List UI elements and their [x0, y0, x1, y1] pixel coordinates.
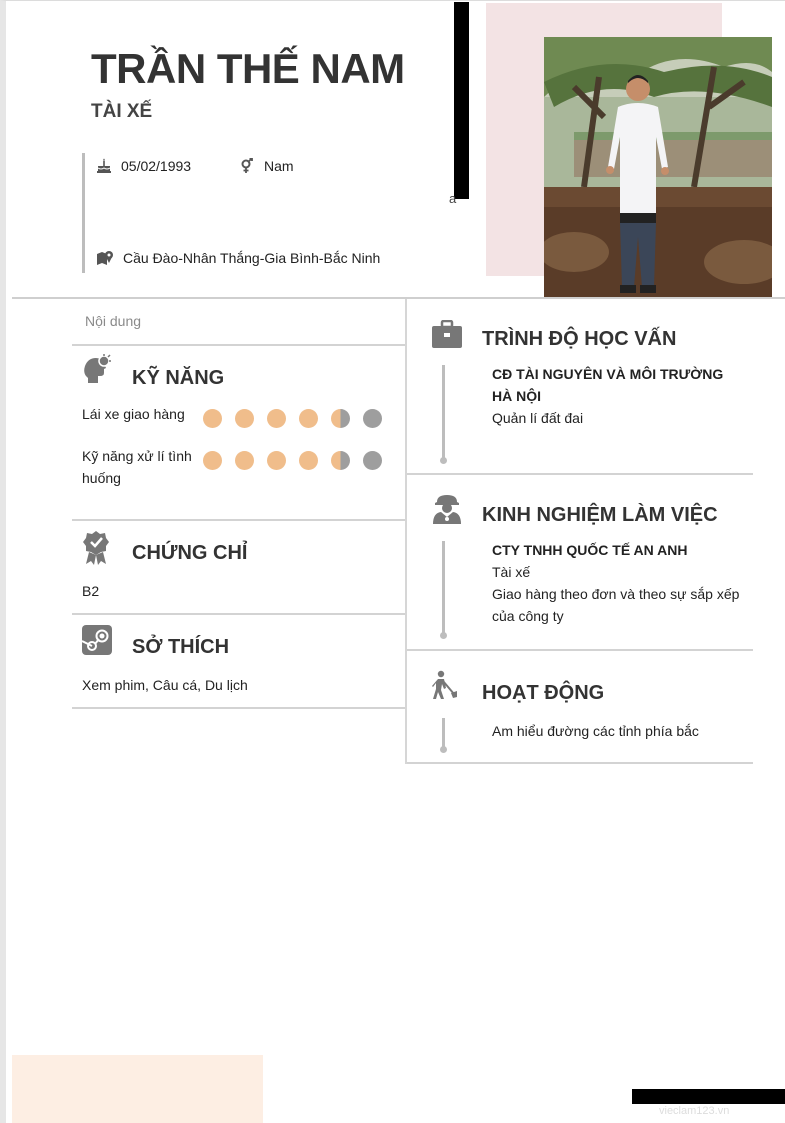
timeline-dot [440, 632, 447, 639]
education-major: Quản lí đất đai [492, 410, 584, 426]
candidate-name: TRẦN THẾ NAM [91, 45, 405, 92]
timeline-dot [440, 457, 447, 464]
skills-title: KỸ NĂNG [132, 367, 225, 389]
award-badge-icon [82, 530, 110, 571]
stray-character: a [449, 191, 457, 206]
profile-photo [544, 37, 772, 297]
skill-dot [235, 451, 254, 470]
skill-dot [299, 409, 318, 428]
gender-icon [239, 158, 255, 174]
job-title: TÀI XẾ [91, 101, 153, 122]
skill-dot [267, 451, 286, 470]
divider-line [72, 707, 405, 709]
watermark: vieclam123.vn [659, 1105, 730, 1117]
skill-dot [203, 451, 222, 470]
education-school: CĐ TÀI NGUYÊN VÀ MÔI TRƯỜNG HÀ NỘI [492, 366, 724, 404]
birthday-row [96, 158, 191, 174]
divider-line [72, 613, 405, 615]
column-divider [405, 299, 407, 764]
education-title: TRÌNH ĐỘ HỌC VẤN [482, 328, 677, 350]
footer-black-bar [632, 1089, 785, 1104]
head-lightbulb-icon [82, 354, 112, 389]
activities-timeline [442, 718, 445, 749]
certificates-text: B2 [82, 583, 100, 599]
skill-dot [299, 451, 318, 470]
map-marker-icon [96, 250, 114, 266]
skill-dot [363, 409, 382, 428]
skill-dot [203, 409, 222, 428]
worker-icon [431, 494, 463, 529]
skill-rating [203, 451, 382, 470]
skill-dot [235, 409, 254, 428]
experience-company: CTY TNHH QUỐC TẾ AN ANH [492, 542, 688, 558]
address-text: Cầu Đào-Nhân Thắng-Gia Bình-Bắc Ninh [123, 250, 381, 266]
address-row [96, 250, 380, 266]
skill-label: Kỹ năng xử lí tình huống [82, 448, 192, 486]
experience-timeline [442, 541, 445, 635]
certificates-title: CHỨNG CHỈ [132, 542, 248, 564]
skill-dot [331, 409, 350, 428]
content-placeholder: Nội dung [85, 313, 142, 329]
person-digging-icon [432, 670, 458, 705]
skill-rating [203, 409, 382, 428]
divider-line [407, 762, 753, 764]
education-timeline [442, 365, 445, 460]
experience-position: Tài xế [492, 564, 531, 580]
gender-text: Nam [264, 158, 294, 174]
divider-line [407, 473, 753, 475]
skill-dot [331, 451, 350, 470]
steam-icon [82, 625, 112, 660]
gender-row [239, 158, 294, 174]
divider-line [72, 519, 405, 521]
hobbies-title: SỞ THÍCH [132, 636, 230, 658]
divider-line [72, 344, 405, 346]
activities-text: Am hiểu đường các tỉnh phía bắc [492, 723, 699, 739]
skill-dot [363, 451, 382, 470]
black-decor-bar [454, 2, 469, 199]
peach-decor-block [12, 1055, 263, 1123]
birthday-cake-icon [96, 158, 112, 174]
birthday-text: 05/02/1993 [121, 158, 192, 174]
experience-title: KINH NGHIỆM LÀM VIỆC [482, 504, 718, 526]
skill-label: Lái xe giao hàng [82, 406, 185, 422]
timeline-dot [440, 746, 447, 753]
personal-info [82, 153, 412, 273]
experience-description: Giao hàng theo đơn và theo sự sắp xếp của công ty [492, 586, 740, 624]
activities-title: HOẠT ĐỘNG [482, 682, 605, 704]
header-divider [12, 297, 785, 299]
divider-line [407, 649, 753, 651]
skill-dot [267, 409, 286, 428]
briefcase-icon [432, 320, 462, 353]
hobbies-text: Xem phim, Câu cá, Du lịch [82, 677, 248, 693]
